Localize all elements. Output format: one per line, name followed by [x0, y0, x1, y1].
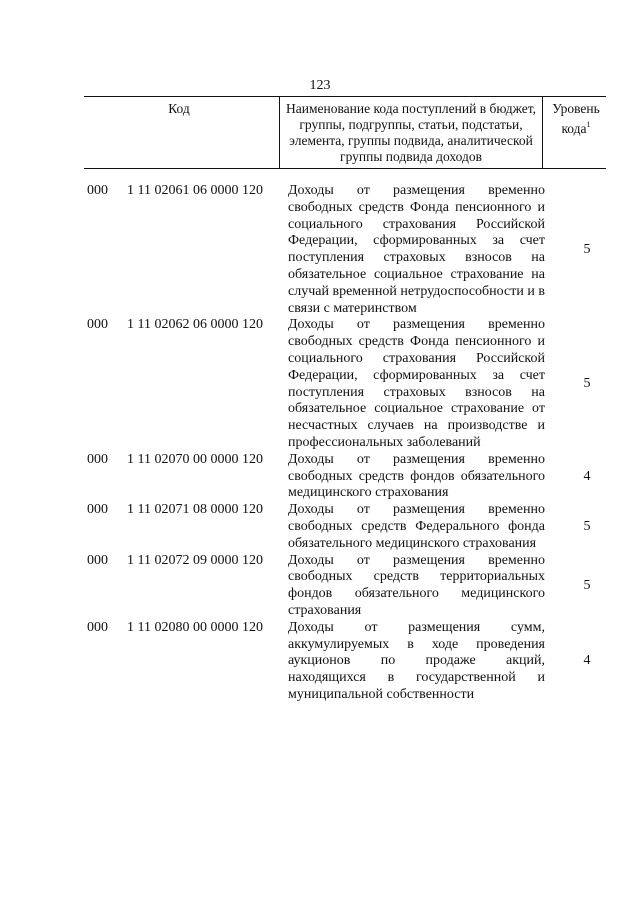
header-name: Наименование кода поступлений в бюджет, группы, подгруппы, статьи, подстатьи, элемента, группы подвида, аналитической группы подвида доходов	[279, 97, 543, 168]
row-admin-code: 000	[87, 451, 108, 467]
table-body	[87, 183, 617, 704]
row-level: 4	[583, 653, 591, 669]
table-header	[84, 96, 606, 169]
header-level	[546, 97, 606, 168]
table-row	[87, 502, 617, 552]
row-name: Доходы от размещения временно свободных средств Фонда пенсионного и социального страхования Российской Федерации, сформированных за счет поступления страховых взносов на обязательное социальное страхование на случай временной нетрудоспособности и в связи с материнством	[288, 183, 545, 316]
table-row	[87, 317, 617, 451]
header-level-footnote: 1	[586, 120, 591, 129]
row-admin-code: 000	[87, 619, 108, 635]
row-level: 5	[583, 577, 591, 593]
row-kbk-code: 1 11 02070 00 0000 120	[127, 451, 263, 467]
row-name: Доходы от размещения временно свободных средств территориальных фондов обязательного медицинского страхования	[288, 552, 545, 618]
row-kbk-code: 1 11 02071 08 0000 120	[127, 502, 263, 518]
table-row	[87, 183, 617, 317]
row-admin-code: 000	[87, 552, 108, 568]
row-admin-code: 000	[87, 502, 108, 518]
row-level: 5	[583, 518, 591, 534]
row-admin-code: 000	[87, 317, 108, 333]
table-row	[87, 452, 617, 502]
row-name: Доходы от размещения сумм, аккумулируемых в ходе проведения аукционов по продаже акций, находящихся в государственной и муниципальной собственности	[288, 619, 545, 702]
row-kbk-code: 1 11 02062 06 0000 120	[127, 317, 263, 333]
table-row	[87, 620, 617, 704]
row-name: Доходы от размещения временно свободных средств Федерального фонда обязательного медицинского страхования	[288, 502, 545, 551]
header-level-label: Уровень кода	[552, 101, 600, 136]
row-level: 4	[583, 468, 591, 484]
row-admin-code: 000	[87, 183, 108, 198]
row-level: 5	[583, 241, 591, 257]
table-row	[87, 553, 617, 620]
page-number: 123	[309, 78, 331, 93]
row-kbk-code: 1 11 02072 09 0000 120	[127, 552, 263, 568]
row-level: 5	[583, 376, 591, 392]
row-kbk-code: 1 11 02080 00 0000 120	[127, 619, 263, 635]
row-kbk-code: 1 11 02061 06 0000 120	[127, 183, 263, 198]
row-name: Доходы от размещения временно свободных средств фондов обязательного медицинского страхования	[288, 451, 545, 501]
header-code: Код	[168, 101, 190, 116]
row-name: Доходы от размещения временно свободных средств Фонда пенсионного и социального страхования Российской Федерации, сформированных за счет поступления страховых взносов на обязательное социальное страхование от несчастных случаев на производстве и профессиональных заболеваний	[288, 317, 545, 450]
